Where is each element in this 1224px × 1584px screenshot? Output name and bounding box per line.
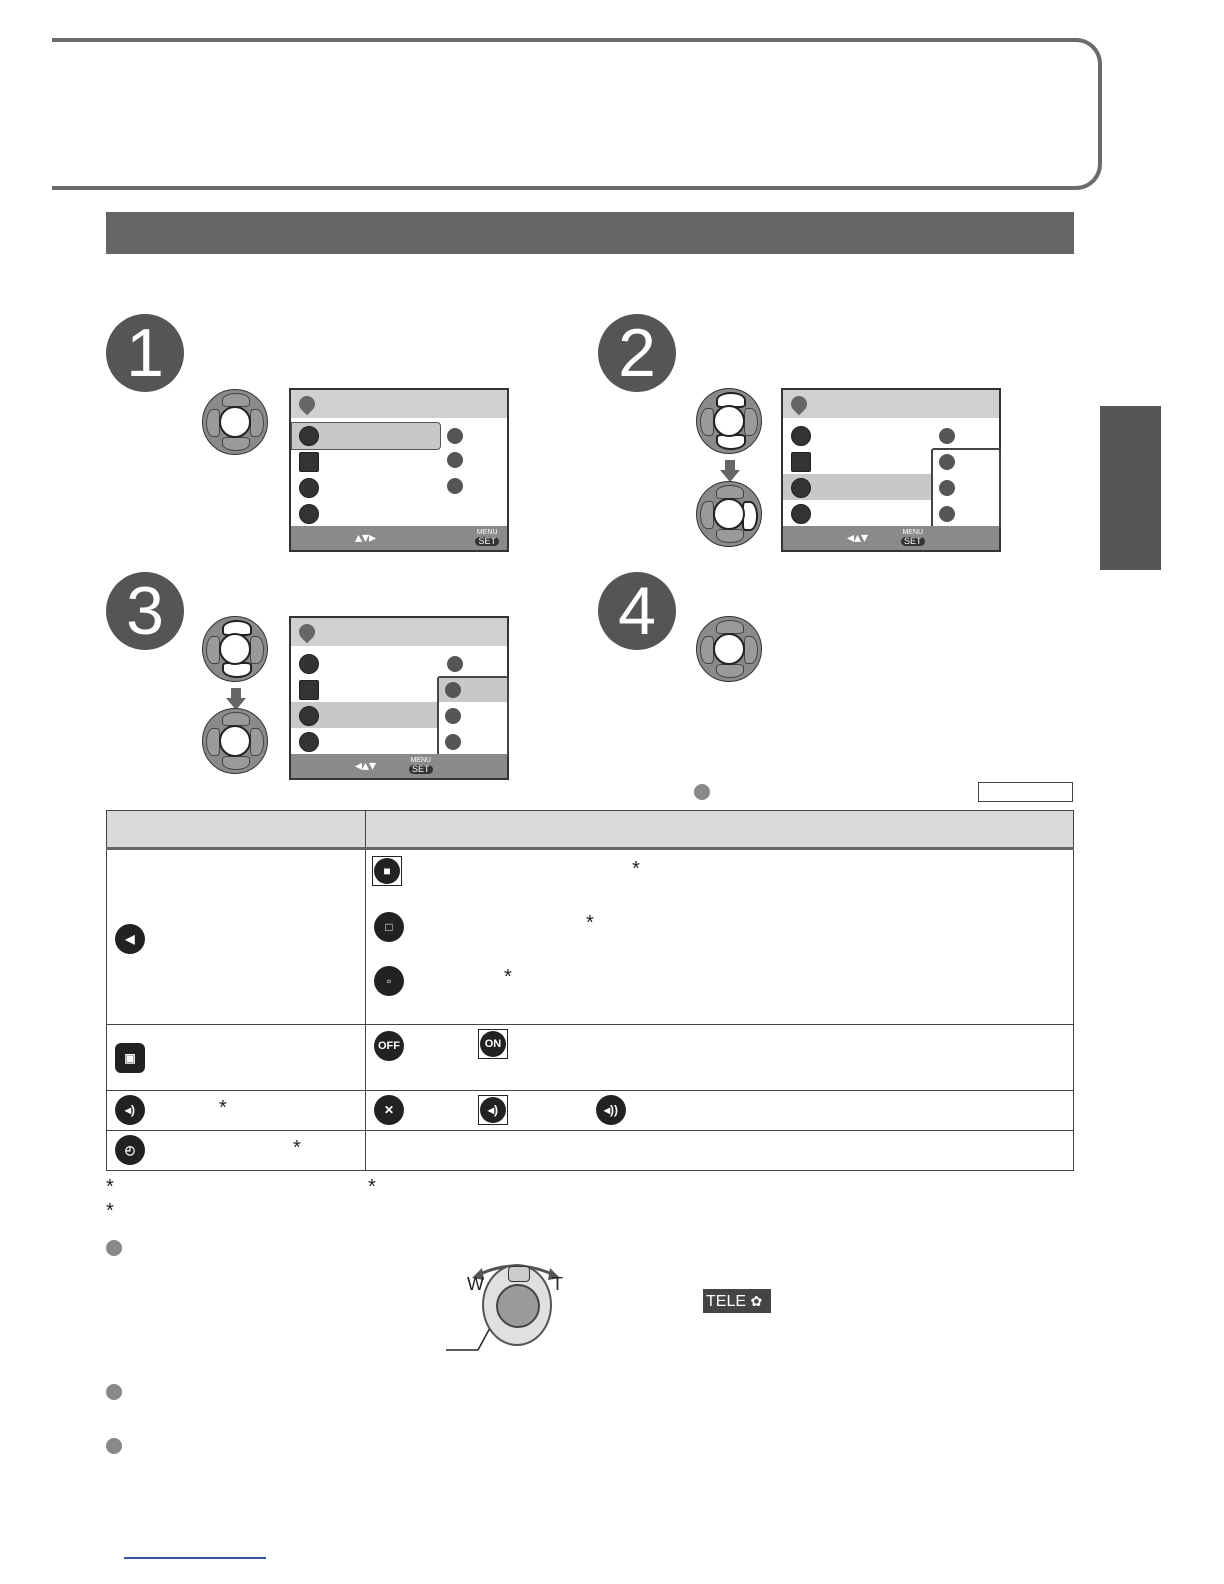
chapter-side-tab	[1100, 406, 1161, 570]
step-3-dpad-updown-icon	[202, 616, 268, 682]
auto-review-icon	[299, 452, 319, 472]
off-icon: OFF	[374, 1031, 404, 1061]
heart-icon	[788, 393, 811, 416]
left-updown-nav-icon: ◂▴▾	[847, 529, 869, 545]
col2-header	[366, 811, 1074, 849]
picture-size-icon	[299, 426, 319, 446]
size-setting-icon	[447, 428, 463, 444]
settings-table	[106, 810, 1074, 1171]
step-4-number: 4	[598, 572, 676, 650]
clock-icon	[299, 732, 319, 752]
small-size-icon: ▫	[374, 966, 404, 996]
heart-icon	[296, 621, 319, 644]
mute-icon	[939, 454, 955, 470]
on-icon: ON	[478, 1029, 508, 1059]
large-size-icon: ■	[372, 856, 402, 886]
note-bullet	[694, 784, 710, 800]
beep-icon	[299, 706, 319, 726]
high-volume-icon: ◂))	[596, 1095, 626, 1125]
wide-label: W	[467, 1274, 484, 1294]
note-bullet	[106, 1240, 122, 1256]
reference-box	[978, 782, 1073, 802]
left-updown-nav-icon: ◂▴▾	[355, 757, 377, 773]
col1-header	[107, 811, 366, 849]
page-title-frame	[52, 38, 1102, 190]
high-volume-icon	[939, 506, 955, 522]
step-2-dpad-right-icon	[696, 481, 762, 547]
size-setting-icon	[447, 656, 463, 672]
beep-icon: ◂)	[115, 1095, 145, 1125]
note-bullet	[106, 1438, 122, 1454]
mute-icon: ✕	[374, 1095, 404, 1125]
auto-review-icon	[299, 680, 319, 700]
low-volume-icon	[445, 708, 461, 724]
high-volume-icon	[445, 734, 461, 750]
step-3-lcd-screen	[289, 616, 509, 780]
section-header-bar	[106, 212, 1074, 254]
clock-icon	[299, 504, 319, 524]
clock-icon	[791, 504, 811, 524]
footnote-star-1: *	[106, 1176, 114, 1198]
table-row	[107, 1025, 1074, 1091]
beep-icon	[299, 478, 319, 498]
footnote-star-3: *	[106, 1200, 114, 1222]
on-setting-icon	[447, 452, 463, 468]
picture-size-icon: ◀	[115, 924, 145, 954]
table-row: ◀ ■ * □ * ▫ *	[107, 849, 1074, 1025]
size-setting-icon	[939, 428, 955, 444]
table-row: ◴ *	[107, 1131, 1074, 1171]
tele-label: T	[552, 1274, 563, 1294]
step-3-dpad-set-icon	[202, 708, 268, 774]
mute-icon	[445, 682, 461, 698]
step-4-dpad-set-icon	[696, 616, 762, 682]
clock-icon: ◴	[115, 1135, 145, 1165]
step-1-number: 1	[106, 314, 184, 392]
beep-icon	[791, 478, 811, 498]
page-link-underline[interactable]	[124, 1557, 266, 1559]
picture-size-icon	[299, 654, 319, 674]
up-down-right-nav-icon: ▴▾▸	[355, 529, 377, 545]
low-volume-icon	[939, 480, 955, 496]
step-2-number: 2	[598, 314, 676, 392]
medium-size-icon: □	[374, 912, 404, 942]
step-3-number: 3	[106, 572, 184, 650]
auto-review-icon	[791, 452, 811, 472]
tele-macro-badge: TELE ✿	[703, 1289, 771, 1313]
picture-size-icon	[791, 426, 811, 446]
menu-set-icon: MENU SET	[476, 529, 498, 546]
volume-setting-icon	[447, 478, 463, 494]
step-1-lcd-screen	[289, 388, 509, 552]
step-2-dpad-updown-icon	[696, 388, 762, 454]
beep-options-popup	[437, 676, 509, 758]
menu-set-icon: MENU SET	[410, 757, 432, 774]
beep-options-popup	[931, 448, 1001, 530]
low-volume-icon: ◂)	[478, 1095, 508, 1125]
note-bullet	[106, 1384, 122, 1400]
table-row: ◂) * ✕ ◂) ◂))	[107, 1091, 1074, 1131]
footnote-star-2: *	[368, 1176, 376, 1198]
shutter-button-icon	[496, 1284, 540, 1328]
auto-review-icon: ▣	[115, 1043, 145, 1073]
step-1-dpad-icon	[202, 389, 268, 455]
heart-icon	[296, 393, 319, 416]
zoom-lever-tab	[508, 1266, 530, 1282]
step-2-lcd-screen	[781, 388, 1001, 552]
menu-set-icon: MENU SET	[902, 529, 924, 546]
